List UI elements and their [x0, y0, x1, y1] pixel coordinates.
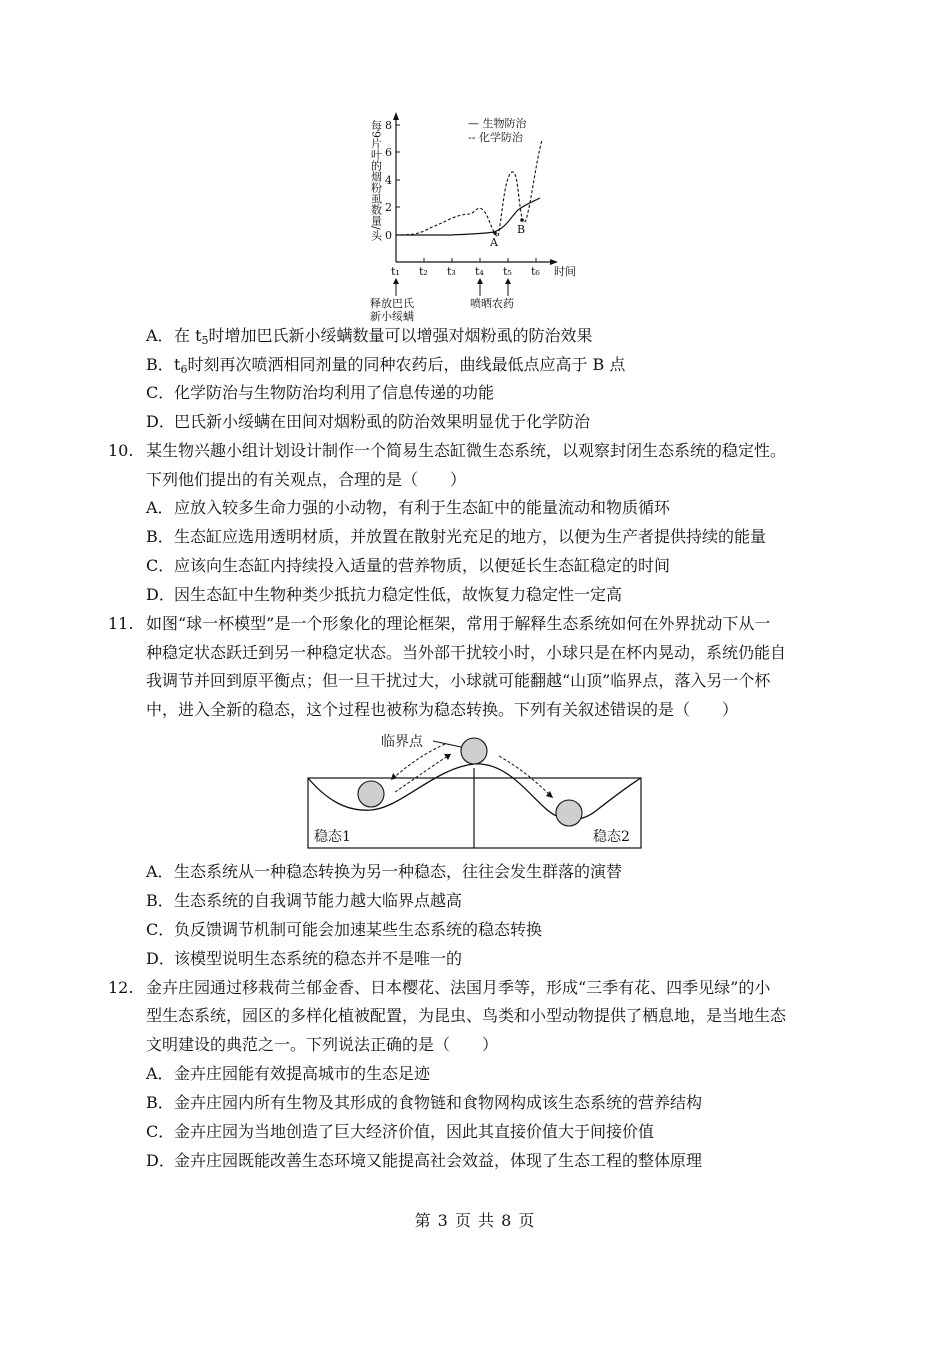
q9-option-d-text: 巴氏新小绥螨在田间对烟粉虱的防治效果明显优于化学防治 — [174, 412, 591, 431]
q11-option-d-letter: D． — [146, 949, 175, 968]
q11-stem-line-4: 中，进入全新的稳态，这个过程也被称为稳态转换。下列有关叙述错误的是（ ） — [146, 700, 739, 719]
q11-option-a-letter: A． — [146, 862, 174, 881]
q12-option-d — [146, 1150, 702, 1172]
q9-option-a-letter: A． — [146, 326, 174, 345]
q10-option-a-text: 应放入较多生命力强的小动物，有利于生态缸中的能量流动和物质循环 — [174, 498, 671, 517]
q12-number: 12. — [108, 978, 134, 997]
q11-option-b-text: 生态系统的自我调节能力越大临界点越高 — [174, 891, 463, 910]
arrow-left-up-head — [444, 754, 451, 760]
y-ticks — [385, 119, 400, 242]
y-tick-6: 6 — [385, 146, 392, 159]
critical-pointer — [433, 741, 461, 747]
x-tick-t1: t₁ — [391, 265, 400, 278]
q10-number: 10. — [108, 441, 134, 460]
q11-stem-line-1: 如图“球一杯模型”是一个形象化的理论框架，常用于解释生态系统如何在外界扰动下从一 — [146, 614, 771, 633]
pest-control-chart — [360, 110, 600, 325]
q9-option-c-text: 化学防治与生物防治均利用了信息传递的功能 — [174, 383, 495, 402]
q9-option-b-pre: t — [174, 355, 181, 374]
x-tick-t2: t₂ — [419, 265, 428, 278]
q12-option-b-letter: B． — [146, 1093, 174, 1112]
q10-option-a — [146, 497, 670, 519]
q12-option-a-letter: A． — [146, 1064, 174, 1083]
annot-spray: 喷晒农药 — [470, 297, 514, 310]
q11-option-d — [146, 948, 462, 970]
q10-stem-line-2: 下列他们提出的有关观点，合理的是（ ） — [146, 470, 467, 489]
q9-option-c — [146, 382, 494, 404]
q11-option-a-text: 生态系统从一种稳态转换为另一种稳态，往往会发生群落的演替 — [174, 862, 623, 881]
y-tick-4: 4 — [385, 174, 392, 187]
q12-stem-line-3: 文明建设的典范之一。下列说法正确的是（ ） — [146, 1035, 499, 1054]
legend-chem: -- 化学防治 — [468, 131, 523, 144]
ball-left — [358, 781, 384, 807]
q12-option-d-letter: D． — [146, 1151, 175, 1170]
q10-option-b-text: 生态缸应选用透明材质，并放置在散射光充足的地方，以便为生产者提供持续的能量 — [174, 527, 767, 546]
q12-option-c-letter: C． — [146, 1122, 175, 1141]
q9-option-d — [146, 411, 590, 433]
spray-arrow-head-1 — [477, 278, 483, 284]
q11-option-c — [146, 919, 542, 941]
q12-option-a-text: 金卉庄园能有效提高城市的生态足迹 — [174, 1064, 431, 1083]
q12-option-b — [146, 1092, 702, 1114]
q12-option-c — [146, 1121, 654, 1143]
label-critical-point: 临界点 — [381, 734, 423, 750]
q11-stem-line-3: 我调节并回到原平衡点；但一旦干扰过大，小球就可能翻越“山顶”临界点，落入另一个杯 — [146, 671, 771, 690]
q10-option-a-letter: A． — [146, 498, 174, 517]
q11-option-c-letter: C． — [146, 920, 175, 939]
x-tick-t4: t₄ — [475, 265, 484, 278]
q11-stem-line-2: 种稳定状态跃迁到另一种稳定状态。当外部干扰较小时，小球只是在杯内晃动，系统仍能自 — [146, 643, 787, 662]
q9-option-b-letter: B． — [146, 355, 174, 374]
y-tick-0: 0 — [385, 229, 392, 242]
q9-option-b-sub: 6 — [180, 363, 188, 376]
arrow-left-up — [395, 754, 451, 792]
q9-option-c-letter: C． — [146, 383, 175, 402]
q11-option-b-letter: B． — [146, 891, 174, 910]
annot-release-1: 释放巴氏 — [370, 297, 414, 310]
q11-option-c-text: 负反馈调节机制可能会加速某些生态系统的稳态转换 — [174, 920, 543, 939]
q9-option-a — [146, 325, 593, 352]
label-state-1: 稳态1 — [314, 829, 351, 845]
q9-option-b-post: 时刻再次喷洒相同剂量的同种农药后，曲线最低点应高于 B 点 — [187, 355, 626, 374]
x-tick-t3: t₃ — [447, 265, 456, 278]
legend-bio: — 生物防治 — [468, 117, 527, 130]
q12-stem-line-1: 金卉庄园通过移栽荷兰郁金香、日本樱花、法国月季等，形成“三季有花、四季见绿”的小 — [146, 978, 771, 997]
q10-option-c-letter: C． — [146, 556, 175, 575]
q12-stem-line-2: 型生态系统，园区的多样化植被配置，为昆虫、鸟类和小型动物提供了栖息地，是当地生态 — [146, 1006, 787, 1025]
y-axis-arrow — [393, 112, 399, 120]
q10-option-d — [146, 584, 622, 606]
x-tick-t5: t₅ — [503, 265, 512, 278]
ball-cup-diagram — [305, 728, 645, 853]
point-a-marker — [493, 231, 497, 235]
y-tick-2: 2 — [385, 201, 392, 214]
q9-option-a-pre: 在 t — [174, 326, 202, 345]
spray-arrow-head-2 — [505, 278, 511, 284]
q11-number: 11. — [108, 614, 134, 633]
q9-option-a-sub: 5 — [201, 334, 209, 347]
q10-option-c — [146, 555, 670, 577]
q10-option-d-letter: D． — [146, 585, 175, 604]
arrow-top-left-head — [391, 773, 397, 780]
point-b-marker — [520, 218, 524, 222]
point-b-label: B — [517, 223, 526, 236]
q12-option-b-text: 金卉庄园内所有生物及其形成的食物链和食物网构成该生态系统的营养结构 — [174, 1093, 703, 1112]
page-footer: 第 3 页 共 8 页 — [414, 1211, 536, 1230]
ball-right — [556, 800, 582, 826]
chart-ylabel: 每9片叶的烟粉虱数量/头 — [369, 120, 383, 241]
x-axis-label: 时间 — [554, 265, 576, 278]
q9-option-d-letter: D． — [146, 412, 175, 431]
q11-option-b — [146, 890, 462, 912]
q11-option-a — [146, 861, 622, 883]
q12-option-c-text: 金卉庄园为当地创造了巨大经济价值，因此其直接价值大于间接价值 — [174, 1122, 655, 1141]
q10-option-b-letter: B． — [146, 527, 174, 546]
arrow-top-right — [499, 756, 553, 798]
x-tick-t6: t₆ — [531, 265, 540, 278]
q9-option-a-post: 时增加巴氏新小绥螨数量可以增强对烟粉虱的防治效果 — [208, 326, 593, 345]
release-arrow-head — [393, 278, 399, 284]
y-tick-8: 8 — [385, 119, 392, 132]
q12-option-d-text: 金卉庄园既能改善生态环境又能提高社会效益，体现了生态工程的整体原理 — [174, 1151, 703, 1170]
ball-top — [461, 738, 487, 764]
q10-option-c-text: 应该向生态缸内持续投入适量的营养物质，以便延长生态缸稳定的时间 — [174, 556, 671, 575]
point-a-label: A — [490, 236, 498, 249]
q9-option-b — [146, 354, 625, 381]
q12-option-a — [146, 1063, 430, 1085]
x-ticks — [391, 258, 576, 278]
q10-option-d-text: 因生态缸中生物种类少抵抗力稳定性低，故恢复力稳定性一定高 — [174, 585, 623, 604]
q10-stem-line-1: 某生物兴趣小组计划设计制作一个简易生态缸微生态系统，以观察封闭生态系统的稳定性。 — [146, 441, 787, 460]
q10-option-b — [146, 526, 766, 548]
q11-option-d-text: 该模型说明生态系统的稳态并不是唯一的 — [174, 949, 463, 968]
label-state-2: 稳态2 — [593, 829, 630, 845]
annot-release-2: 新小绥螨 — [370, 310, 414, 323]
